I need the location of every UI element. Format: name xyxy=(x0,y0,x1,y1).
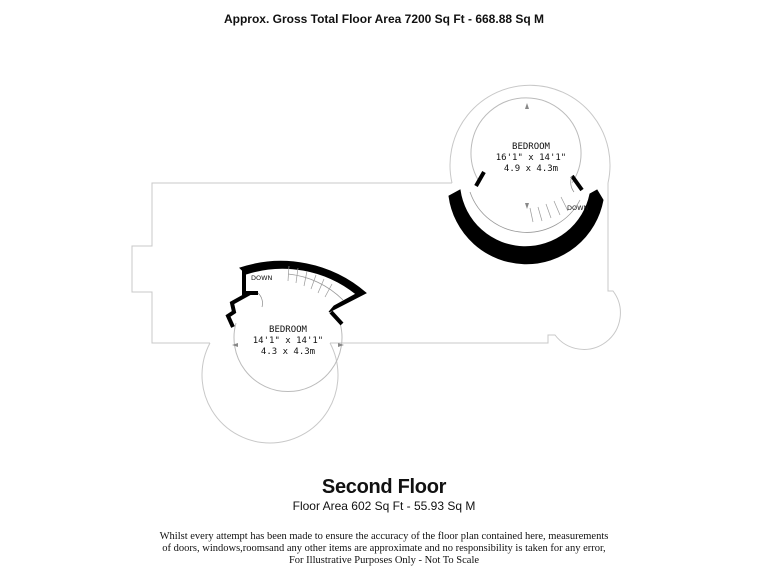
upper-tower-curved-wall xyxy=(449,190,603,264)
disclaimer xyxy=(0,531,768,567)
lower-stair-down-label: DOWN xyxy=(251,274,273,282)
upper-bedroom-size-imperial: 16'1" x 14'1" xyxy=(495,153,567,163)
upper-stair-treads xyxy=(530,197,568,222)
upper-tower xyxy=(449,98,603,264)
lower-tower xyxy=(228,261,366,391)
disclaimer-line-1: Whilst every attempt has been made to ensure the accuracy of the floor plan contained here, measurements xyxy=(159,531,609,542)
upper-dimension-arrow-bottom xyxy=(525,203,529,209)
disclaimer-line-3: For Illustrative Purposes Only - Not To Scale xyxy=(288,555,480,566)
upper-stair-down-label: DOWN xyxy=(567,204,589,212)
lower-bedroom-name: BEDROOM xyxy=(269,325,307,335)
upper-bedroom-size-metric: 4.9 x 4.3m xyxy=(503,164,559,174)
lower-floor-outline xyxy=(132,85,620,443)
floor-area: Floor Area 602 Sq Ft - 55.93 Sq M xyxy=(292,499,476,513)
lower-tower-right-wall xyxy=(331,312,342,324)
lower-bedroom-size-metric: 4.3 x 4.3m xyxy=(260,347,316,357)
lower-door-swing xyxy=(258,293,263,307)
upper-dimension-arrow-top xyxy=(525,103,529,109)
lower-bedroom-size-imperial: 14'1" x 14'1" xyxy=(252,336,324,346)
disclaimer-line-2: of doors, windows,roomsand any other items are approximate and no responsibility is taken for any error, xyxy=(162,543,606,554)
upper-bedroom-name: BEDROOM xyxy=(512,142,550,152)
lower-tower-curved-wall xyxy=(240,261,366,312)
floor-title: Second Floor xyxy=(321,476,447,498)
gross-floor-area-header: Approx. Gross Total Floor Area 7200 Sq Ft - 668.88 Sq M xyxy=(223,12,545,26)
